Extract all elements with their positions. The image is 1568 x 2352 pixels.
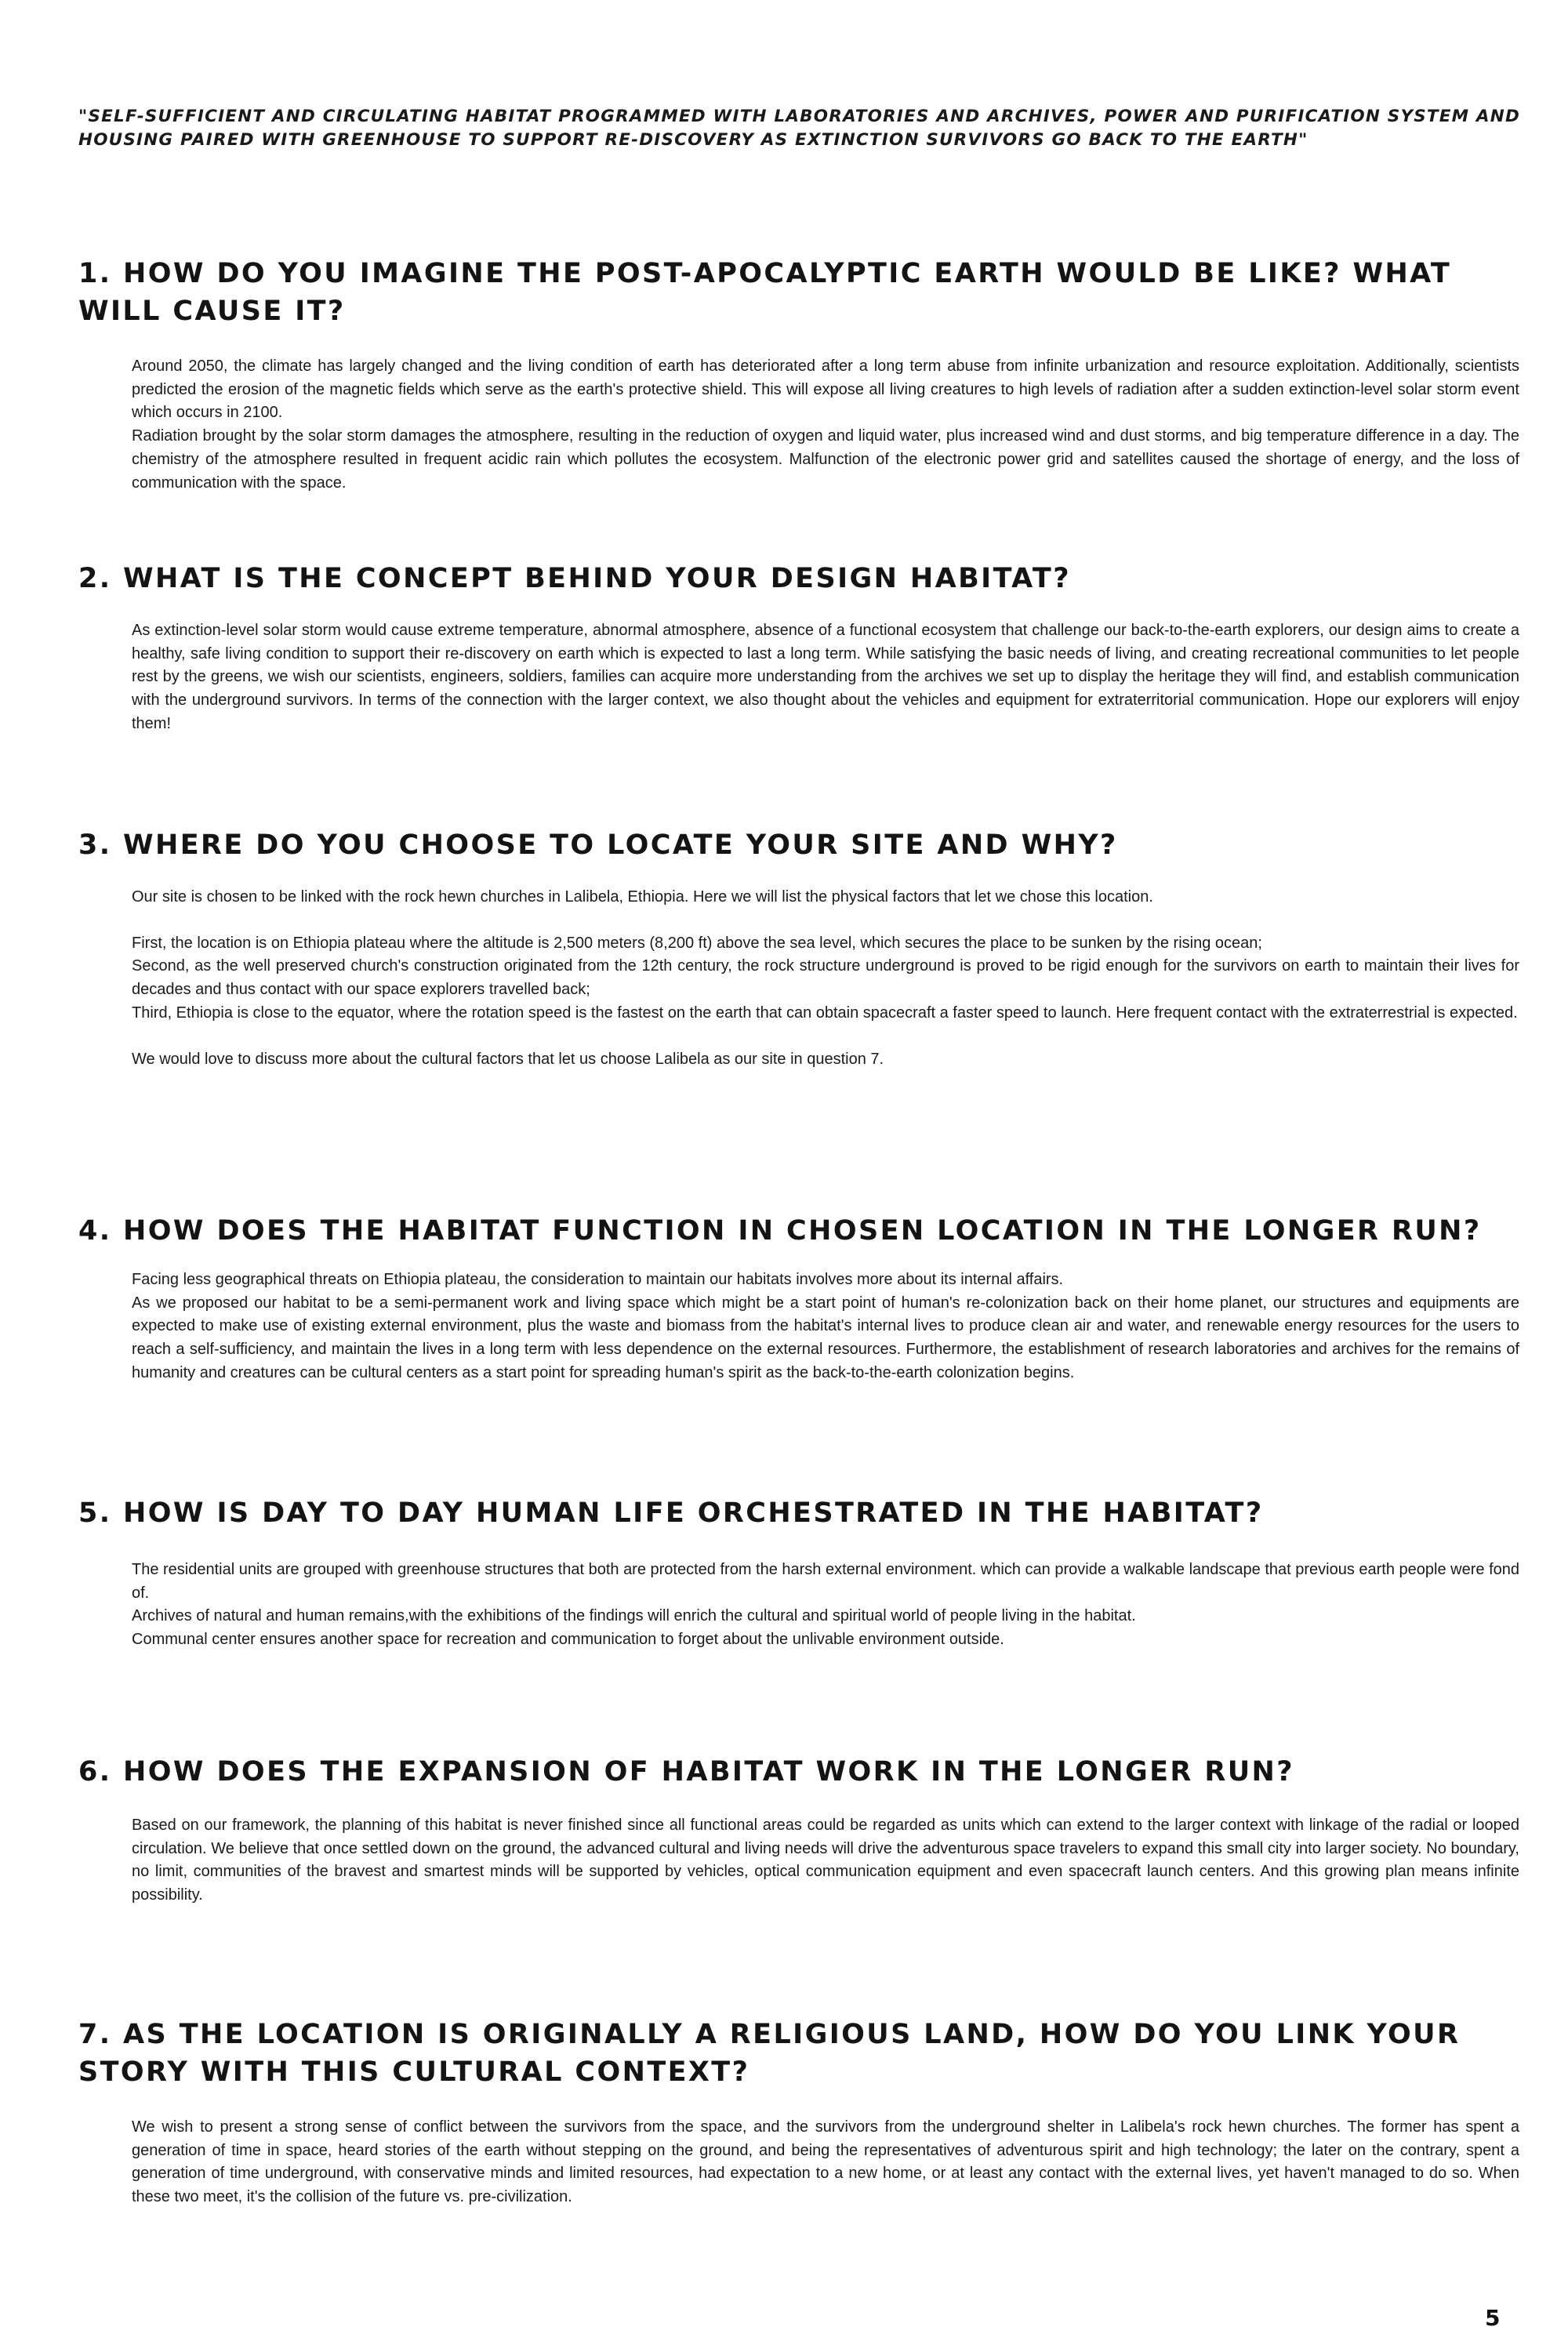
answer-paragraph: Third, Ethiopia is close to the equator, where the rotation speed is the fastest on the earth that can obtain spacecraft a faster speed to launch. Here frequent contact with the extraterrestrial is expected. (132, 1004, 1518, 1022)
answer-paragraph: Second, as the well preserved church's construction originated from the 12th century, the rock structure underground is proved to be rigid enough for the survivors on earth to maintain their lives for decades and thus contact with our space explorers travelled back; (132, 957, 1519, 999)
page-number: 5 (1485, 2305, 1501, 2331)
answer-paragraph: Communal center ensures another space for recreation and communication to forget about the unlivable environment outside. (132, 1631, 1004, 1649)
answer-paragraph: Archives of natural and human remains,with the exhibitions of the findings will enrich the cultural and spiritual world of people living in the habitat. (132, 1607, 1136, 1625)
answer-paragraph: We wish to present a strong sense of conflict between the survivors from the space, and the survivors from the underground shelter in Lalibela's rock hewn churches. The former has spent a generation of time in space, heard stories of the earth without stepping on the ground, and being the representatives of adventurous spirit and high technology; the later on the contrary, spent a generation of time underground, with conservative minds and limited resources, had expectation to a new home, or at least any contact with the external lives, yet haven't managed to do so. When these two meet, it's the collision of the future vs. pre-civilization. (132, 2118, 1519, 2206)
answer-paragraph: As extinction-level solar storm would cause extreme temperature, abnormal atmosphere, absence of a functional ecosystem that challenge our back-to-the-earth explorers, our design aims to create a healthy, safe living condition to support their re-discovery on earth which is expected to last a long term. While satisfying the basic needs of living, and creating recreational communities to let people rest by the greens, we wish our scientists, engineers, soldiers, families can acquire more understanding from the archives we set up to display the heritage they will find, and establish communication with the underground survivors. In terms of the connection with the larger context, we also thought about the vehicles and equipment for extraterritorial communication. Hope our explorers will enjoy them! (132, 622, 1519, 732)
section-heading: 1. HOW DO YOU IMAGINE THE POST-APOCALYPTIC EARTH WOULD BE LIKE? WHAT WILL CAUSE IT? (78, 258, 1452, 327)
section-heading: 7. AS THE LOCATION IS ORIGINALLY A RELIGIOUS LAND, HOW DO YOU LINK YOUR STORY WITH THIS CULTURAL CONTEXT? (78, 2019, 1461, 2088)
answer-paragraph: First, the location is on Ethiopia plateau where the altitude is 2,500 meters (8,200 ft) above the sea level, which secures the place to be sunken by the rising ocean; (132, 934, 1262, 952)
answer-paragraph: The residential units are grouped with greenhouse structures that both are protected from the harsh external environment. which can provide a walkable landscape that previous earth people were fond of. (132, 1561, 1519, 1602)
section-answer (132, 1814, 1519, 1907)
section-heading: 6. HOW DOES THE EXPANSION OF HABITAT WORK IN THE LONGER RUN? (78, 1756, 1294, 1788)
section-heading: 4. HOW DOES THE HABITAT FUNCTION IN CHOSEN LOCATION IN THE LONGER RUN? (78, 1215, 1482, 1247)
section-4 (78, 1212, 1519, 1385)
section-answer (132, 355, 1519, 495)
answer-paragraph: We would love to discuss more about the cultural factors that let us choose Lalibela as our site in question 7. (132, 1050, 884, 1068)
section-answer (132, 1559, 1519, 1652)
answer-paragraph: Based on our framework, the planning of this habitat is never finished since all functional areas could be regarded as units which can extend to the larger context with linkage of the radial or looped circulation. We believe that once settled down on the ground, the advanced cultural and living needs will drive the adventurous space travelers to expand this small city into larger society. No boundary, no limit, communities of the bravest and smartest minds will be supported by vehicles, optical communication equipment and even spacecraft launch centers. And this growing plan means infinite possibility. (132, 1817, 1519, 1904)
section-heading: 2. WHAT IS THE CONCEPT BEHIND YOUR DESIGN HABITAT? (78, 563, 1071, 594)
section-heading: 3. WHERE DO YOU CHOOSE TO LOCATE YOUR SITE AND WHY? (78, 829, 1118, 861)
section-answer (132, 619, 1519, 736)
section-answer (132, 2116, 1519, 2209)
answer-paragraph: Radiation brought by the solar storm damages the atmosphere, resulting in the reduction of oxygen and liquid water, plus increased wind and dust storms, and big temperature difference in a day. The chemistry of the atmosphere resulted in frequent acidic rain which pollutes the ecosystem. Malfunction of the electronic power grid and satellites caused the shortage of energy, and the loss of communication with the space. (132, 427, 1519, 492)
answer-paragraph: Around 2050, the climate has largely changed and the living condition of earth has deteriorated after a long term abuse from infinite urbanization and resource exploitation. Additionally, scientists predicted the erosion of the magnetic fields which serve as the earth's protective shield. This will expose all living creatures to high levels of radiation after a sudden extinction-level solar storm event which occurs in 2100. (132, 358, 1519, 422)
answer-paragraph: Our site is chosen to be linked with the rock hewn churches in Lalibela, Ethiopia. Here we will list the physical factors that let we chose this location. (132, 888, 1153, 906)
section-2 (78, 560, 1519, 736)
section-heading: 5. HOW IS DAY TO DAY HUMAN LIFE ORCHESTRATED IN THE HABITAT? (78, 1497, 1264, 1529)
section-1 (78, 255, 1519, 495)
section-answer (132, 886, 1519, 1071)
answer-paragraph: Facing less geographical threats on Ethiopia plateau, the consideration to maintain our habitats involves more about its internal affairs. (132, 1271, 1064, 1288)
answer-paragraph: As we proposed our habitat to be a semi-permanent work and living space which might be a start point of human's re-colonization back on their home planet, our structures and equipments are expected to make use of existing external environment, plus the waste and biomass from the habitat's internal lives to produce clean air and water, and renewable energy resources for the users to reach a self-sufficiency, and maintain the lives in a long term with less dependence on the external resources. Furthermore, the establishment of research laboratories and archives for the remains of humanity and creatures can be cultural centers as a start point for spreading human's spirit as the back-to-the-earth colonization begins. (132, 1294, 1519, 1381)
section-6 (78, 1753, 1519, 1907)
section-7 (78, 2016, 1519, 2209)
tagline: "SELF-SUFFICIENT AND CIRCULATING HABITAT PROGRAMMED WITH LABORATORIES AND ARCHIVES, POWER AND PURIFICATION SYSTEM AND HOUSING PAIRED WITH GREENHOUSE TO SUPPORT RE-DISCOVERY AS EXTINCTION SURVIVORS GO BACK TO THE EARTH" (78, 107, 1521, 150)
section-3 (78, 826, 1519, 1071)
section-answer (132, 1269, 1519, 1385)
section-5 (78, 1494, 1519, 1652)
